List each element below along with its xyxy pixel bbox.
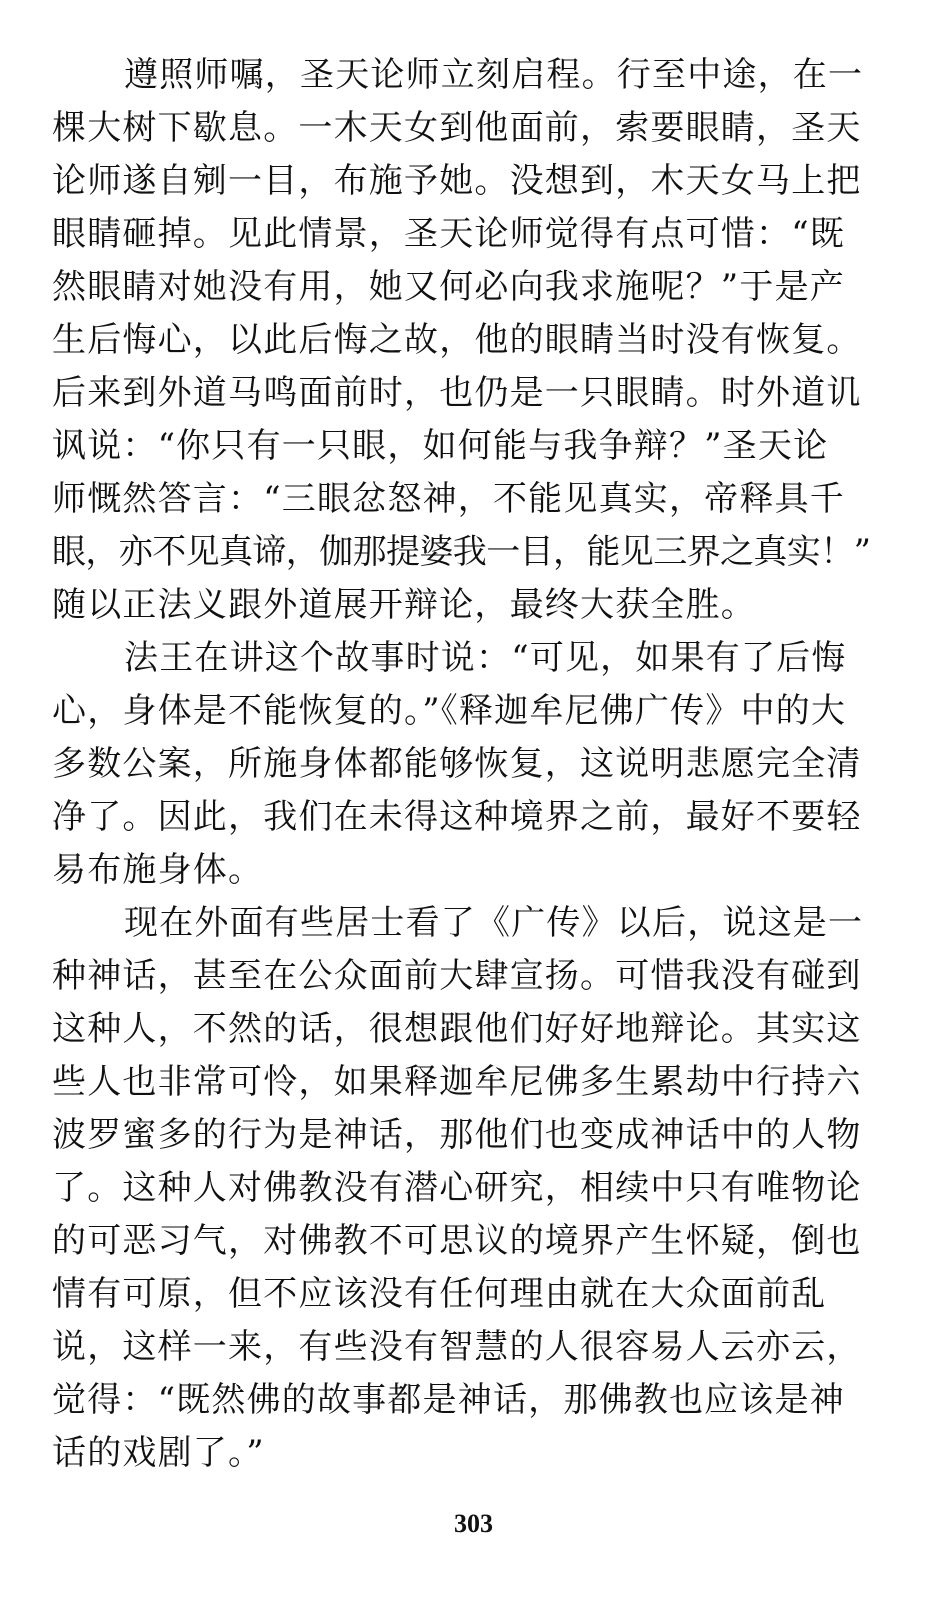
text-line: 些人也非常可怜，如果释迦牟尼佛多生累劫中行持六 bbox=[52, 1062, 862, 1102]
text-line: 现在外面有些居士看了《广传》以后，说这是一 bbox=[124, 903, 864, 943]
text-line: 棵大树下歇息。一木天女到他面前，索要眼睛，圣天 bbox=[52, 108, 862, 148]
page-body bbox=[52, 49, 876, 1480]
text-line: 讽说：“你只有一只眼，如何能与我争辩？”圣天论 bbox=[52, 426, 829, 466]
text-line: 法王在讲这个故事时说：“可见，如果有了后悔 bbox=[124, 638, 847, 678]
text-line: 师慨然答言：“三眼忿怒神，不能见真实，帝释具千 bbox=[52, 479, 845, 519]
text-line: 易布施身体。 bbox=[52, 850, 264, 890]
text-line: 遵照师嘱，圣天论师立刻启程。行至中途，在一 bbox=[124, 55, 864, 95]
text-line: 净了。因此，我们在未得这种境界之前，最好不要轻 bbox=[52, 797, 862, 837]
text-line: 然眼睛对她没有用，她又何必向我求施呢？”于是产 bbox=[52, 267, 845, 307]
text-line: 了。这种人对佛教没有潜心研究，相续中只有唯物论 bbox=[52, 1168, 862, 1208]
paragraph-2 bbox=[52, 632, 876, 897]
text-line: 话的戏剧了。” bbox=[52, 1433, 265, 1473]
text-line: 论师遂自剜一目，布施予她。没想到，木天女马上把 bbox=[52, 161, 862, 201]
text-line: 种神话，甚至在公众面前大肆宣扬。可惜我没有碰到 bbox=[52, 956, 862, 996]
text-line: 说，这样一来，有些没有智慧的人很容易人云亦云， bbox=[52, 1327, 862, 1367]
text-line: 这种人，不然的话，很想跟他们好好地辩论。其实这 bbox=[52, 1009, 862, 1049]
text-line: 心，身体是不能恢复的。”《释迦牟尼佛广传》中的大 bbox=[52, 691, 847, 731]
text-line: 生后悔心，以此后悔之故，他的眼睛当时没有恢复。 bbox=[52, 320, 862, 360]
text-line: 觉得：“既然佛的故事都是神话，那佛教也应该是神 bbox=[52, 1380, 845, 1420]
text-line: 随以正法义跟外道展开辩论，最终大获全胜。 bbox=[52, 585, 756, 625]
text-line: 波罗蜜多的行为是神话，那他们也变成神话中的人物 bbox=[52, 1115, 862, 1155]
paragraph-1 bbox=[52, 49, 876, 632]
text-line: 眼睛砸掉。见此情景，圣天论师觉得有点可惜：“既 bbox=[52, 214, 845, 254]
text-line: 眼，亦不见真谛，伽那提婆我一目，能见三界之真实！” bbox=[52, 532, 871, 572]
paragraph-3 bbox=[52, 897, 876, 1480]
page-number: 303 bbox=[454, 1509, 493, 1538]
text-line: 的可恶习气，对佛教不可思议的境界产生怀疑，倒也 bbox=[52, 1221, 862, 1261]
text-line: 后来到外道马鸣面前时，也仍是一只眼睛。时外道讥 bbox=[52, 373, 862, 413]
text-line: 多数公案，所施身体都能够恢复，这说明悲愿完全清 bbox=[52, 744, 862, 784]
text-line: 情有可原，但不应该没有任何理由就在大众面前乱 bbox=[52, 1274, 827, 1314]
